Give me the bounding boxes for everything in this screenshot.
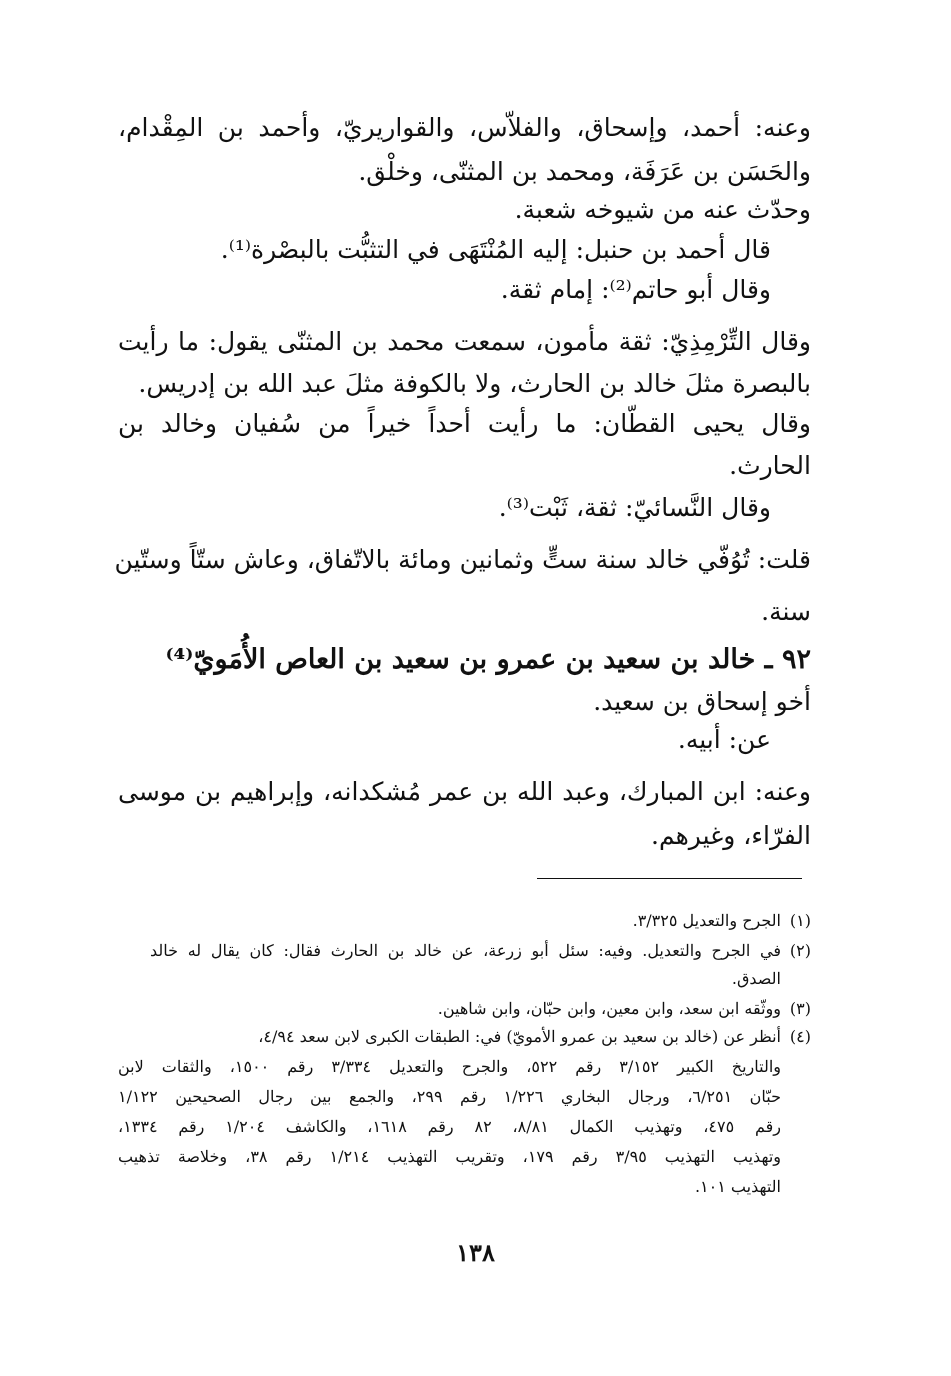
footnote-4 bbox=[150, 1022, 811, 1052]
body-line: سنة. bbox=[761, 597, 811, 626]
body-line: وقال النَّسائيّ: ثقة، ثَبْت⁽³⁾. bbox=[498, 493, 771, 522]
body-line: وحدّث عنه من شيوخه شعبة. bbox=[514, 195, 811, 224]
footnote-2 bbox=[150, 936, 811, 966]
footnote-3 bbox=[150, 994, 811, 1024]
footnote-4-cont: رقم ٤٧٥، وتهذيب الكمال ٨/٨١، ٨٢ رقم ١٦١٨، والكاشف ١/٢٠٤ رقم ١٣٣٤، bbox=[118, 1117, 782, 1136]
footnote-number: (٤) bbox=[789, 1027, 811, 1046]
body-line: وعنه: أحمد، وإسحاق، والفلاّس، والقواريريّ، وأحمد بن المِقْدام، bbox=[118, 113, 811, 142]
footnote-text: في الجرح والتعديل. وفيه: سئل أبو زرعة، عن خالد بن الحارث فقال: كان يقال له خالد bbox=[150, 941, 781, 960]
body-line: وقال يحيى القطّان: ما رأيت أحداً خيراً من سُفيان وخالد بن bbox=[118, 409, 811, 438]
footnote-1 bbox=[150, 906, 811, 936]
body-line: بالبصرة مثلَ خالد بن الحارث، ولا بالكوفة مثلَ عبد الله بن إدريس. bbox=[138, 369, 811, 398]
body-line: قلت: تُوُفّي خالد سنة ستٍّ وثمانين ومائة بالاتّفاق، وعاش ستّاً وستّين bbox=[114, 545, 811, 574]
page-number: ١٣٨ bbox=[456, 1238, 495, 1267]
footnote-4-cont: والتاريخ الكبير ٣/١٥٢ رقم ٥٢٢، والجرح والتعديل ٣/٣٣٤ رقم ١٥٠٠، والثقات لابن bbox=[118, 1057, 781, 1076]
body-line: الحارث. bbox=[729, 451, 811, 480]
footnote-4-cont: حبّان ٦/٢٥١، ورجال البخاري ١/٢٢٦ رقم ٢٩٩، والجمع بين رجال الصحيحين ١/١٢٢ bbox=[118, 1087, 782, 1106]
body-line: قال أحمد بن حنبل: إليه المُنْتَهَى في التثبُّت بالبصْرة⁽¹⁾. bbox=[220, 235, 771, 264]
entry-heading: ٩٢ ـ خالد بن سعيد بن عمرو بن سعيد بن العاص الأُمَويّ⁽⁴⁾ bbox=[165, 644, 811, 675]
footnote-number: (٢) bbox=[789, 941, 811, 960]
footnote-text: أنظر عن (خالد بن سعيد بن عمرو الأمويّ) في: الطبقات الكبرى لابن سعد ٤/٩٤، bbox=[258, 1027, 781, 1046]
body-line: عن: أبيه. bbox=[677, 725, 771, 754]
footnote-text: الجرح والتعديل ٣/٣٢٥. bbox=[632, 911, 781, 930]
footnote-number: (١) bbox=[789, 911, 811, 930]
body-line: وقال التِّرْمِذِيّ: ثقة مأمون، سمعت محمد بن المثنّى يقول: ما رأيت bbox=[118, 327, 811, 356]
footnote-4-cont: التهذيب ١٠١. bbox=[694, 1177, 781, 1196]
footnote-2-cont: الصدق. bbox=[731, 969, 781, 988]
body-line: الفرّاء، وغيرهم. bbox=[651, 821, 811, 850]
footnote-4-cont: وتهذيب التهذيب ٣/٩٥ رقم ١٧٩، وتقريب التهذيب ١/٢١٤ رقم ٣٨، وخلاصة تذهيب bbox=[118, 1147, 782, 1166]
footnote-number: (٣) bbox=[789, 999, 811, 1018]
body-line: أخو إسحاق بن سعيد. bbox=[593, 687, 811, 716]
body-line: والحَسَن بن عَرَفَة، ومحمد بن المثنّى، وخلْق. bbox=[358, 157, 811, 186]
body-line: وعنه: ابن المبارك، وعبد الله بن عمر مُشكدانه، وإبراهيم بن موسى bbox=[118, 777, 811, 806]
body-line: وقال أبو حاتم⁽²⁾: إمام ثقة. bbox=[500, 275, 771, 304]
footnote-separator bbox=[537, 878, 802, 879]
footnote-text: ووثّقه ابن سعد، وابن معين، وابن حبّان، وابن شاهين. bbox=[437, 999, 781, 1018]
